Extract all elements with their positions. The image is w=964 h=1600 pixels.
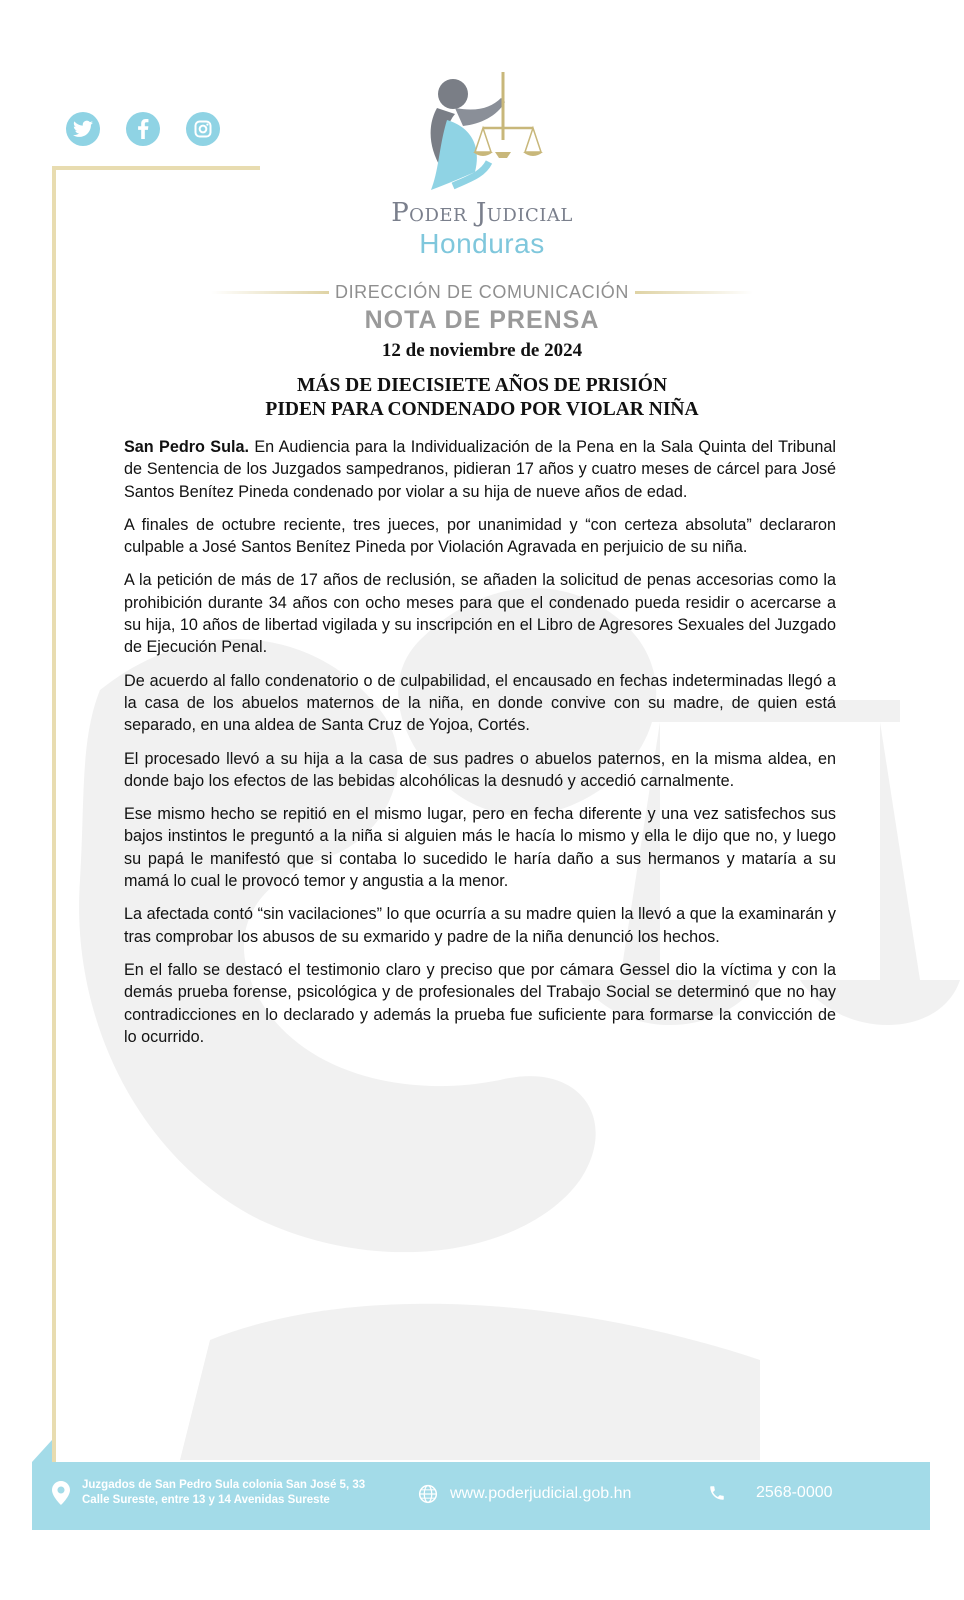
paragraph-2: A finales de octubre reciente, tres jueces, por unanimidad y “con certeza absoluta” declararon culpable a José Santos Benítez Pineda por Violación Agravada en perjuicio de su niña. (124, 515, 836, 557)
gold-divider-right (635, 291, 753, 294)
publication-date: 12 de noviembre de 2024 (381, 340, 583, 361)
phone-icon (708, 1484, 726, 1502)
footer-address (52, 1478, 365, 1508)
document-type: NOTA DE PRENSA (364, 306, 600, 334)
headline-line-1: MÁS DE DIECISIETE AÑOS DE PRISIÓN (296, 375, 668, 396)
location-pin-icon (52, 1481, 70, 1505)
headline-line-2: PIDEN PARA CONDENADO POR VIOLAR NIÑA (265, 399, 699, 420)
logo-title: Poder Judicial (391, 198, 573, 228)
paragraph-5: El procesado llevó a su hija a la casa de sus padres o abuelos paternos, en la misma aldea, en donde bajo los efectos de las bebidas alcohólicas la desnudó y accedió carnalmente. (124, 749, 836, 790)
article-body (124, 436, 836, 1059)
address-line-2: Calle Sureste, entre 13 y 14 Avenidas Sureste (82, 1494, 330, 1506)
lady-justice-icon (417, 68, 547, 190)
paragraph-1-text: En Audiencia para la Individualización de la Pena en la Sala Quinta del Tribunal de Sentencia de los Juzgados sampedranos, pidieran 17 años y cuatro meses de cárcel para José Santos Benítez Pineda condenado por violar a su hija de nueve años de edad. (124, 438, 836, 501)
paragraph-1 (124, 436, 836, 503)
institution-logo (0, 68, 964, 260)
phone-number: 2568-0000 (756, 1484, 833, 1501)
website-url[interactable]: www.poderjudicial.gob.hn (450, 1485, 632, 1502)
paragraph-7: La afectada contó “sin vacilaciones” lo que ocurría a su madre quien la llevó a que la examinarán y tras comprobar los abusos de su exmarido y padre de la niña denunció los hechos. (124, 905, 836, 946)
department-label: DIRECCIÓN DE COMUNICACIÓN (334, 282, 629, 302)
paragraph-3: A la petición de más de 17 años de reclusión, se añaden la solicitud de penas accesorias como la prohibición durante 34 años con ocho meses para que el condenado pueda residir o acercarse a su hija, 10 años de libertad vigilada y su inscripción en el Libro de Agresores Sexuales del Juzgado de Ejecución Penal. (124, 571, 836, 657)
gold-divider-left (211, 291, 329, 294)
paragraph-6: Ese mismo hecho se repitió en el mismo lugar, pero en fecha diferente y una vez satisfechos sus bajos instintos le preguntó a la niña si alguien más le hacía lo mismo y ella le dijo que no, y luego su papá le manifestó que si contaba lo sucedido le haría daño a sus hermanos y mataría a su mamá lo cual le provocó temor y angustia a la menor. (124, 805, 836, 891)
globe-icon (418, 1484, 438, 1504)
footer-website[interactable] (418, 1484, 631, 1504)
logo-subtitle: Honduras (419, 228, 545, 259)
dateline: San Pedro Sula. (124, 438, 249, 456)
department-row (0, 282, 964, 303)
paragraph-4: De acuerdo al fallo condenatorio o de culpabilidad, el encausado en fechas indeterminadas llegó a la casa de los abuelos maternos de la niña, en donde convive con su madre, de quien está separado, en una aldea de Santa Cruz de Yojoa, Cortés. (124, 671, 836, 735)
headline (0, 374, 964, 422)
footer-tab (32, 1440, 52, 1462)
footer-phone (708, 1484, 833, 1502)
address-line-1: Juzgados de San Pedro Sula colonia San José 5, 33 (82, 1479, 366, 1491)
frame-left-border (52, 166, 56, 1486)
paragraph-8: En el fallo se destacó el testimonio claro y preciso que por cámara Gessel dio la víctima y con la demás prueba forense, psicológica y de profesionales del Trabajo Social se determinó que no hay contradicciones en lo declarado y además la prueba fue suficiente para formarse la convicción de lo ocurrido. (124, 960, 836, 1046)
footer-bar (32, 1462, 930, 1530)
